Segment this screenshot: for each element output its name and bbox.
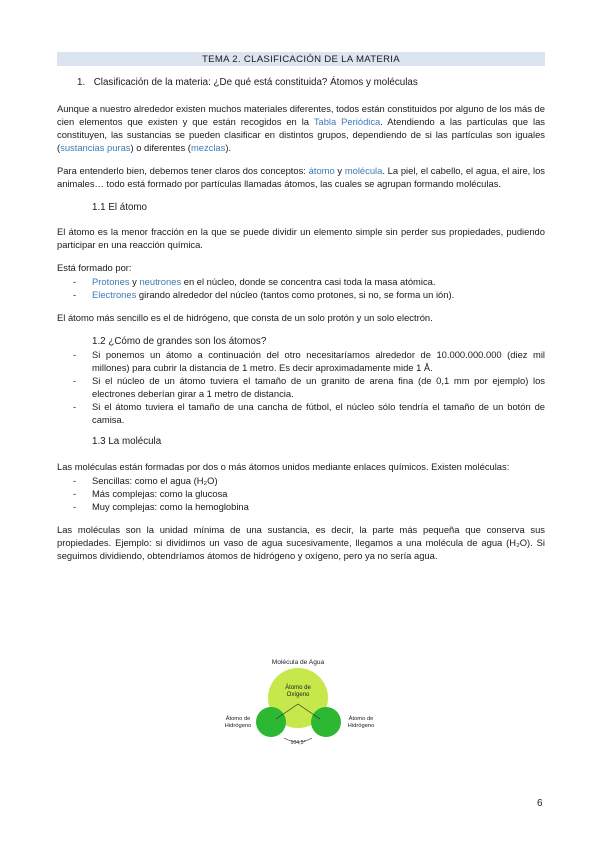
- list-marker: -: [73, 501, 77, 512]
- paragraph-hidrogeno: El átomo más sencillo es el de hidrógeno, que consta de un solo protón y un solo electrón.: [57, 312, 433, 323]
- subsection-tamano-heading: 1.2 ¿Cómo de grandes son los átomos?: [92, 336, 267, 347]
- paragraph-intro: [57, 102, 545, 154]
- link-sustancias-puras[interactable]: sustancias puras: [60, 142, 131, 153]
- link-neutrones[interactable]: neutrones: [139, 276, 182, 287]
- list-marker: -: [73, 276, 77, 287]
- hydrogen-left-label-line1: Átomo de: [225, 716, 251, 722]
- list-item-text: Si el átomo tuviera el tamaño de una cancha de fútbol, el núcleo sólo tendría el tamaño de un botón de camisa.: [92, 401, 545, 425]
- list-item: [57, 348, 545, 374]
- list-marker: -: [73, 488, 77, 499]
- oxygen-label-line1: Átomo de: [285, 685, 311, 691]
- text: Aunque a nuestro alrededor existen muchos materiales diferentes, todos están constituidos por alguno de los más de cien elementos que existen y que están recogidos en la: [57, 103, 545, 127]
- link-mezclas[interactable]: mezclas: [190, 142, 226, 153]
- water-molecule-diagram: [220, 656, 380, 751]
- text: y: [129, 276, 140, 287]
- hydrogen-right-label-line2: Hidrógeno: [347, 723, 375, 729]
- paragraph-atomo-definition: El átomo es la menor fracción en la que se puede dividir un elemento simple sin perder sus propiedades, pudiendo participar en una reacción química.: [57, 226, 545, 250]
- list-item-text: Si el núcleo de un átomo tuviera el tamaño de un granito de arena fina (de 0,1 mm por ejemplo) los electrones deberían girar a 1 metro de distancia.: [92, 375, 545, 399]
- list-molecule-types: [57, 474, 545, 513]
- subsection-molecula-heading: 1.3 La molécula: [92, 436, 162, 447]
- paragraph-moleculas: Las moléculas están formadas por dos o más átomos unidos mediante enlaces químicos. Existen moléculas:: [57, 461, 510, 472]
- list-marker: -: [73, 289, 77, 300]
- list-marker: -: [73, 375, 77, 386]
- text: ) o diferentes (: [130, 142, 191, 153]
- section-number: 1.: [77, 77, 86, 88]
- text: ).: [225, 142, 232, 153]
- list-item: [57, 500, 545, 513]
- paragraph-formado-por: Está formado por:: [57, 262, 132, 273]
- list-item-text: Sencillas: como el agua (H₂O): [92, 475, 218, 486]
- document-title: TEMA 2. CLASIFICACIÓN DE LA MATERIA: [57, 52, 545, 66]
- link-molecula[interactable]: molécula: [344, 165, 383, 176]
- list-item-text: Más complejas: como la glucosa: [92, 488, 228, 499]
- list-marker: -: [73, 401, 77, 412]
- text: y: [334, 165, 345, 176]
- list-atom-parts: [57, 275, 545, 301]
- list-item: [57, 374, 545, 400]
- list-item: [57, 474, 545, 487]
- paragraph-concepts: [57, 164, 545, 190]
- paragraph-unidad-minima: Las moléculas son la unidad mínima de una sustancia, es decir, la parte más pequeña que conserva sus propiedades. Ejemplo: si dividimos un vaso de agua sucesivamente, llegamos a una molécula de agua (H₂O). Si seguimos dividiendo, obtendríamos átomos de hidrógeno y oxígeno, pero ya no sería agua.: [57, 524, 545, 561]
- section-heading: [57, 77, 545, 88]
- hydrogen-right-label-line1: Átomo de: [348, 716, 374, 722]
- angle-label: 104,5°: [290, 740, 306, 746]
- list-marker: -: [73, 475, 77, 486]
- text: en el núcleo, donde se concentra casi toda la masa atómica.: [181, 276, 436, 287]
- text: girando alrededor del núcleo (tantos como protones, si no, se forma un ión).: [136, 289, 455, 300]
- list-item: [57, 288, 545, 301]
- list-item: [57, 400, 545, 426]
- list-marker: -: [73, 349, 77, 360]
- text: . Atendiendo a las partículas que las constituyen, las sustancias se pueden clasificar en distintos grupos, dependiendo de si las partículas son iguales (: [57, 116, 545, 153]
- list-item: [57, 487, 545, 500]
- page-number: 6: [537, 798, 543, 809]
- hydrogen-left-label-line2: Hidrógeno: [224, 723, 252, 729]
- list-item-text: Si ponemos un átomo a continuación del otro necesitaríamos alrededor de 10.000.000.000 (diez mil millones) para cubrir la distancia de 1 metro. Es decir aproximadamente mide 1 Å.: [92, 349, 545, 373]
- link-tabla-periodica[interactable]: Tabla Periódica: [313, 116, 381, 127]
- oxygen-label-line2: Oxígeno: [286, 692, 310, 698]
- hydrogen-atom-right: [311, 707, 341, 737]
- text: Para entenderlo bien, debemos tener claros dos conceptos:: [57, 165, 309, 176]
- link-protones[interactable]: Protones: [92, 276, 130, 287]
- list-atom-size: [57, 348, 545, 426]
- link-electrones[interactable]: Electrones: [92, 289, 137, 300]
- subsection-atomo-heading: 1.1 El átomo: [92, 202, 148, 213]
- list-item: [57, 275, 545, 288]
- section-title: Clasificación de la materia: ¿De qué está constituida? Átomos y moléculas: [93, 77, 418, 88]
- list-item-text: Muy complejas: como la hemoglobina: [92, 501, 249, 512]
- text: . La piel, el cabello, el agua, el aire, los animales… todo está formado por partículas llamadas átomos, las cuales se agrupan formando moléculas.: [57, 165, 545, 189]
- document-page: [57, 52, 545, 562]
- link-atomo[interactable]: átomo: [308, 165, 335, 176]
- hydrogen-atom-left: [256, 707, 286, 737]
- diagram-title: Molécula de Agua: [271, 659, 325, 666]
